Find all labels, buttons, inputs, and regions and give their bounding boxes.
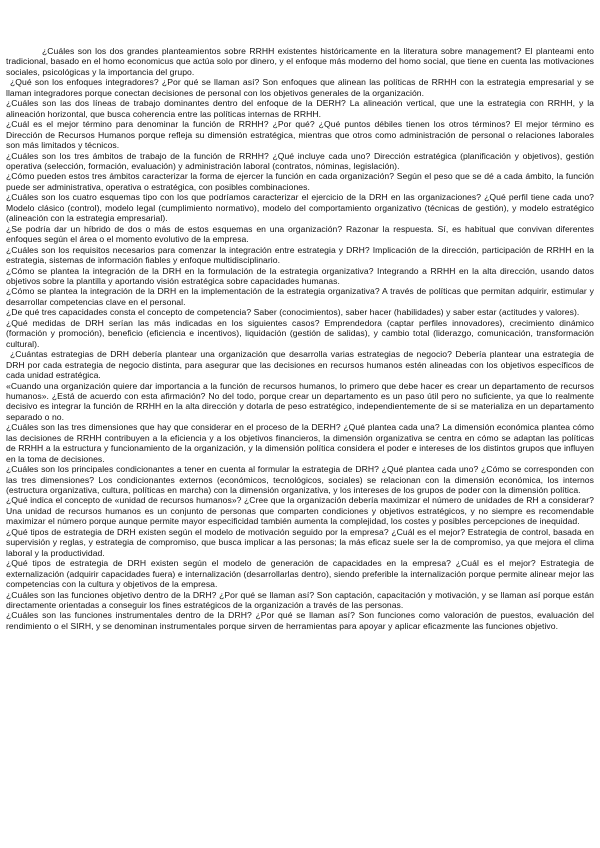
paragraph: ¿Cuál es el mejor término para denominar la función de RRHH? ¿Por qué? ¿Qué puntos débiles tienen los otros términos? El mejor término es Dirección de Recursos Humanos porque refleja su dimensión estratégica, mientras que otros como administración de personal o relaciones laborales son más limitados y técnicos. <box>6 119 594 151</box>
paragraph: ¿Se podría dar un híbrido de dos o más de estos esquemas en una organización? Razonar la respuesta. Sí, es habitual que convivan diferentes enfoques según el área o el momento evolutivo de la empresa. <box>6 223 594 245</box>
paragraph: ¿Cuáles son los requisitos necesarios para comenzar la integración entre estrategia y DRH? Implicación de la dirección, participación de RRHH en la estrategia, sistemas de información fiables y enfoque multidisciplinario. <box>6 244 594 266</box>
paragraph: ¿Qué son los enfoques integradores? ¿Por qué se llaman así? Son enfoques que alinean las políticas de RRHH con la estrategia empresarial y se llaman integradores porque conectan decisiones de personal con los objetivos generales de la organización. <box>6 77 594 98</box>
paragraph: ¿Qué tipos de estrategia de DRH existen según el modelo de generación de capacidades en la empresa? ¿Cuál es el mejor? Estrategia de externalización (adquirir capacidades fuera) e internalización (desarrollarlas dentro), siendo preferible la internalización porque permite alinear mejor las competencias con la cultura y objetivos de la empresa. <box>6 558 594 590</box>
paragraph: «Cuando una organización quiere dar importancia a la función de recursos humanos, lo primero que debe hacer es crear un departamento de recursos humanos». ¿Está de acuerdo con esta afirmación? No del todo, porque crear un departamento es un paso útil pero no suficiente, ya que lo realmente decisivo es integrar la función de RRHH en la alta dirección y dotarla de peso estratégico, independientemente de si se materializa en un departamento separado o no. <box>6 380 594 422</box>
paragraph: ¿Cuáles son las tres dimensiones que hay que considerar en el proceso de la DERH? ¿Qué plantea cada una? La dimensión económica plantea cómo las decisiones de RRHH contribuyen a la eficiencia y a los objetivos financieros, la dimensión organizativa se centra en cómo se adaptan las políticas de RRHH a la estructura y funcionamiento de la organización, y la dimensión política considera el poder e intereses de los distintos grupos que influyen en la toma de decisiones. <box>6 422 594 464</box>
paragraph: ¿Cuántas estrategias de DRH debería plantear una organización que desarrolla varias estrategias de negocio? Debería plantear una estrategia de DRH por cada estrategia de negocio distinta, para asegurar que las decisiones en recursos humanos estén alineadas con los objetivos específicos de cada unidad estratégica. <box>6 349 594 381</box>
paragraph: ¿Cómo pueden estos tres ámbitos caracterizar la forma de ejercer la función en cada organización? Según el peso que se dé a cada ámbito, la función puede ser administrativa, operativa o estratégica, con posibles combinaciones. <box>6 171 594 192</box>
paragraph: ¿De qué tres capacidades consta el concepto de competencia? Saber (conocimientos), saber hacer (habilidades) y saber estar (actitudes y valores). <box>6 307 580 318</box>
paragraph: ¿Cómo se plantea la integración de la DRH en la formulación de la estrategia organizativa? Integrando a RRHH en la alta dirección, usando datos objetivos sobre la plantilla y aportando visión estratégica sobre capacidades humanas. <box>6 265 594 286</box>
paragraph: ¿Qué indica el concepto de «unidad de recursos humanos»? ¿Cree que la organización debería maximizar el número de unidades de RH a considerar? Una unidad de recursos humanos es un conjunto de personas que comparten condiciones y objetivos estratégicos, y no siempre es recomendable maximizar el número porque aunque permite mayor especificidad también aumenta la complejidad, los costes y posibles percepciones de inequidad. <box>6 495 594 527</box>
document-body <box>6 46 594 631</box>
paragraph: ¿Cómo se plantea la integración de la DRH en la implementación de la estrategia organizativa? A través de políticas que permitan adquirir, estimular y desarrollar competencias clave en el personal. <box>6 286 594 307</box>
paragraph: ¿Cuáles son los principales condicionantes a tener en cuenta al formular la estrategia de DRH? ¿Qué plantea cada uno? ¿Cómo se corresponden con las tres dimensiones? Los condicionantes externos (económicos, tecnológicos, sociales) se relacionan con la dimensión económica, los internos (estructura organizativa, cultura, políticas en marcha) con la dimensión organizativa, y los intereses de los grupos de poder con la dimensión política. <box>6 464 594 496</box>
paragraph: ¿Cuáles son las dos líneas de trabajo dominantes dentro del enfoque de la DERH? La alineación vertical, que une la estrategia con RRHH, y la alineación horizontal, que busca coherencia entre las políticas internas de RRHH. <box>6 98 594 119</box>
paragraph: ¿Cuáles son los dos grandes planteamientos sobre RRHH existentes históricamente en la literatura sobre management? El planteami ento tradicional, basado en el homo economicus que actúa solo por dinero, y el enfoque más moderno del homo social, que tiene en cuenta las motivaciones sociales, psicológicas y la importancia del grupo. <box>6 46 594 77</box>
paragraph: ¿Cuáles son los tres ámbitos de trabajo de la función de RRHH? ¿Qué incluye cada uno? Dirección estratégica (planificación y objetivos), gestión operativa (selección, formación, evaluación) y administración laboral (contratos, nóminas, legislación). <box>6 150 594 171</box>
paragraph: ¿Qué medidas de DRH serían las más indicadas en los siguientes casos? Emprendedora (captar perfiles innovadores), crecimiento dinámico (formación y promoción), beneficio (eficiencia e incentivos), liquidación (gestión de salidas), y cambio total (liderazgo, comunicación, transformación cultural). <box>6 317 594 349</box>
paragraph: ¿Cuáles son las funciones instrumentales dentro de la DRH? ¿Por qué se llaman así? Son funciones como valoración de puestos, evaluación del rendimiento o el SIRH, y se denominan instrumentales porque sirven de herramientas para apoyar y aplicar eficazmente las funciones objetivo. <box>6 610 594 631</box>
paragraph: ¿Qué tipos de estrategia de DRH existen según el modelo de motivación seguido por la empresa? ¿Cuál es el mejor? Estrategia de control, basada en supervisión y reglas, y estrategia de compromiso, que busca implicar a las personas; la más eficaz suele ser la de compromiso, ya que mejora el clima laboral y la productividad. <box>6 526 594 558</box>
paragraph: ¿Cuáles son las funciones objetivo dentro de la DRH? ¿Por qué se llaman así? Son captación, capacitación y motivación, y se llaman así porque están directamente orientadas a conseguir los fines estratégicos de la organización a través de las personas. <box>6 589 594 611</box>
paragraph: ¿Cuáles son los cuatro esquemas tipo con los que podríamos caracterizar el ejercicio de la DRH en las organizaciones? ¿Qué perfil tiene cada uno? Modelo clásico (control), modelo legal (cumplimiento normativo), modelo del comportamiento organizativo (técnicas de gestión), y modelo estratégico (alineación con la estrategia empresarial). <box>6 192 594 224</box>
